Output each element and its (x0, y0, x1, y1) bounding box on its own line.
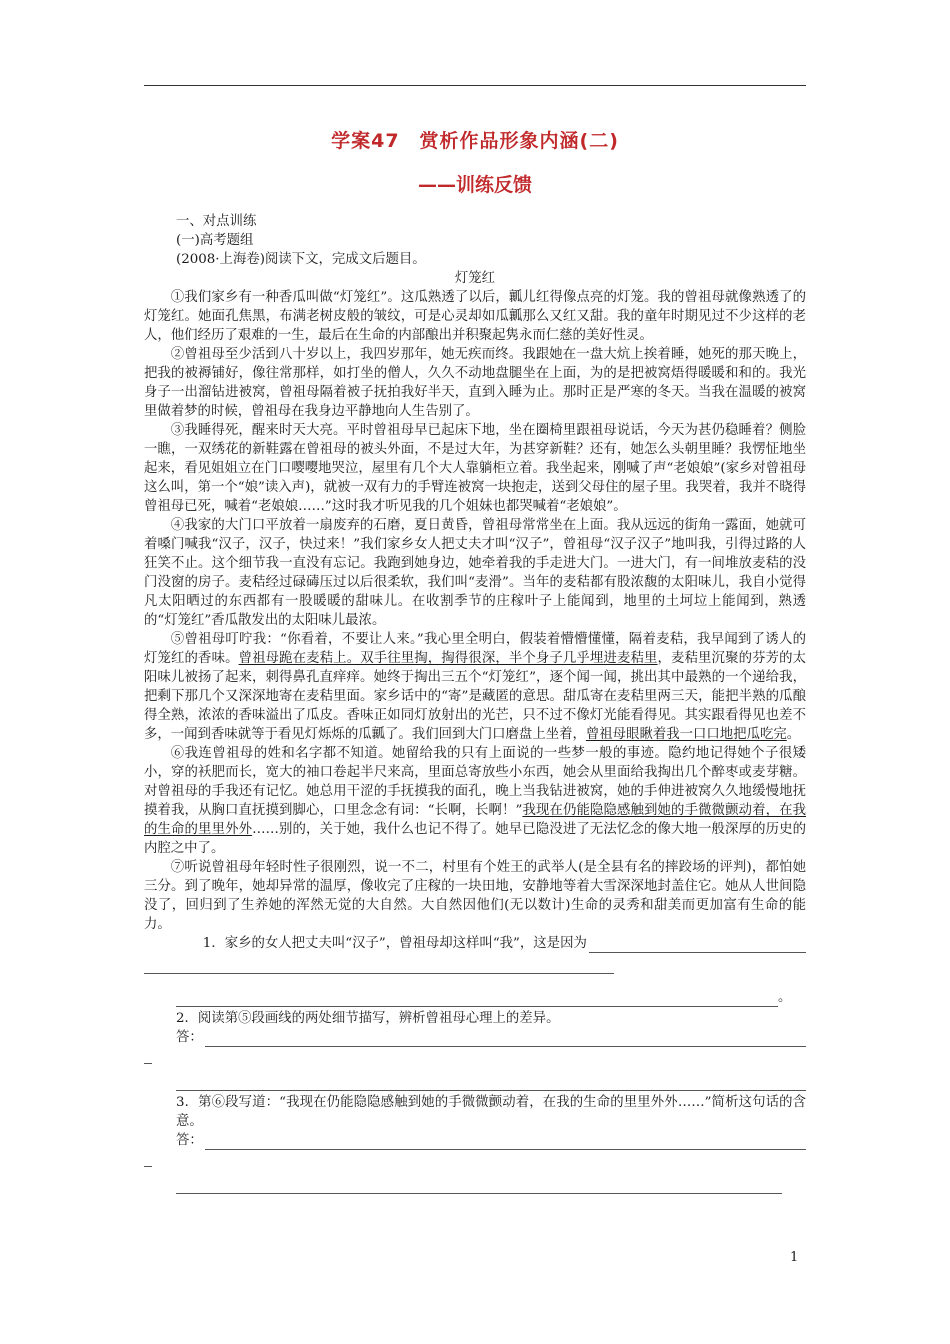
paragraph-7: ⑦听说曾祖母年轻时性子很刚烈，说一不二，村里有个姓王的武举人(是全县有名的摔跤场的评判)，都怕她三分。到了晚年，她却异常的温厚，像收完了庄稼的一块田地，安静地等着大雪深深地封盖住它。她从人世间隐没了，回归到了生养她的浑然无觉的大自然。大自然因他们(无以数计)生命的灵秀和甜美而更加富有生命的能力。 (144, 860, 806, 932)
question-2: 2．阅读第⑤段画线的两处细节描写，辨析曾祖母心理上的差异。 (176, 1011, 560, 1026)
paragraph-2: ②曾祖母至少活到八十岁以上，我四岁那年，她无疾而终。我跟她在一盘大炕上挨着睡，她死的那天晚上，把我的被褥铺好，像往常那样，如打坐的僧人，久久不动地盘腿坐在上面，为的是把被窝焐得暖暖和和的。我光身子一出溜钻进被窝，曾祖母隔着被子抚拍我好半天，直到入睡为止。那时正是严寒的冬天。当我在温暖的被窝里做着梦的时候，曾祖母在我身边平静地向人生告别了。 (144, 347, 806, 419)
question-3-answer-label: 答： (176, 1133, 203, 1148)
paragraph-6 (144, 744, 806, 858)
question-1-answer-row-2 (144, 988, 806, 1007)
paragraph-1: ①我们家乡有一种香瓜叫做“灯笼红”。这瓜熟透了以后，瓤儿红得像点亮的灯笼。我的曾祖母就像熟透了的灯笼红。她面孔焦黑，布满老树皮般的皱纹，可是心灵却如瓜瓤那么又红又甜。我的童年时期见过不少这样的老人，他们经历了艰难的一生，最后在生命的内部酿出并积聚起隽永而仁慈的美好性灵。 (144, 290, 806, 343)
question-2-dash (144, 1055, 152, 1064)
p6-text-b: ……别的，关于她，我什么也记不得了。她早已隐没进了无法忆念的像大地一般深厚的历史的内腔之中了。 (144, 822, 806, 856)
question-1 (144, 934, 806, 953)
question-3-answer-row (144, 1131, 806, 1150)
passage-title: 灯笼红 (454, 271, 496, 286)
question-2-answer-line-2[interactable] (176, 1076, 806, 1091)
question-1-answer-line-1[interactable] (144, 959, 614, 974)
question-1-blank[interactable] (589, 938, 806, 953)
group-heading: (一)高考题组 (176, 233, 254, 248)
paragraph-3: ③我睡得死，醒来时天大亮。平时曾祖母早已起床下地，坐在圈椅里跟祖母说话，今天为甚仍稳睡着？侧脸一瞧，一双绣花的新鞋露在曾祖母的被头外面，不是过大年，为甚穿新鞋？还有，她怎么头朝里睡？我愣怔地坐起来，看见姐姐立在门口嘤嘤地哭泣，屋里有几个大人靠躺柜立着。我坐起来，刚喊了声“老娘娘”(家乡对曾祖母这么叫，第一个“娘”读入声)，就被一双有力的手臂连被窝一块抱走，送到父母住的屋子里。我哭着，我并不晓得曾祖母已死，喊着“老娘娘……”这时我才听见我的几个姐妹也都哭喊着“老娘娘”。 (144, 423, 806, 514)
question-3-dash (144, 1158, 152, 1167)
document-body (144, 212, 806, 1194)
p5-text-a: ⑤曾祖母叮咛我：“你看着，不要让人来。”我心里全明白，假装着懵懵懂懂，隔着麦秸，我早闻到了诱人的灯笼红的香味。 (144, 632, 806, 666)
source-line: (2008·上海卷)阅读下文，完成文后题目。 (176, 252, 426, 267)
page-number: 1 (790, 1250, 799, 1265)
p5-underline-1: 曾祖母跪在麦秸上。双手往里掏，掏得很深，半个身子几乎埋进麦秸里 (238, 651, 658, 666)
question-1-answer-line-2[interactable] (176, 992, 778, 1007)
header-rule (144, 85, 806, 86)
p5-text-c: 。 (786, 727, 801, 742)
question-3-answer-line-2[interactable] (176, 1179, 782, 1194)
p5-text-b: ，麦秸里沉聚的芬芳的太阳味儿被扬了起来，刺得鼻孔直痒痒。她终于掏出三五个“灯笼红”，逐个闻一闻，挑出其中最熟的一个递给我，把剩下那几个又深深地寄在麦秸里面。家乡话中的“寄”是藏匿的意思。甜瓜寄在麦秸里两三天，能把半熟的瓜酿得全熟，浓浓的香味溢出了瓜皮。香味正如同灯放射出的光芒，只不过不像灯光能看得见。其实跟看得见也差不多，一闻到香味就等于看见灯烁烁的瓜瓤了。我们回到大门口磨盘上坐着， (144, 651, 807, 742)
question-3: 3．第⑥段写道：“我现在仍能隐隐感触到她的手微微颤动着，在我的生命的里里外外……”简析这句话的含意。 (176, 1095, 806, 1129)
question-2-answer-row (144, 1028, 806, 1047)
question-1-text: 1．家乡的女人把丈夫叫“汉子”，曾祖母却这样叫“我”，这是因为 (202, 936, 587, 951)
question-1-end-mark: 。 (778, 990, 792, 1005)
p5-underline-2: 曾祖母眼瞅着我一口口地把瓜吃完 (585, 727, 787, 742)
paragraph-5 (144, 630, 806, 744)
p6-text-a: ⑥我连曾祖母的姓和名字都不知道。她留给我的只有上面说的一些梦一般的事迹。隐约地记得她个子很矮小，穿的袄肥而长，宽大的袖口卷起半尺来高，里面总寄放些小东西，她会从里面给我掏出几个醉枣或麦芽糖。对曾祖母的手我还有记忆。她总用干涩的手抚摸我的面孔，晚上当我钻进被窝，她的手伸进被窝久久地缓慢地抚摸着我，从胸口直抚摸到脚心，口里念念有词：“长啊，长啊！” (144, 746, 806, 818)
question-2-answer-label: 答： (176, 1030, 203, 1045)
p6-underline: 我现在仍能隐隐感触到她的手微微颤动着，在我的生命的里里外外 (144, 803, 806, 837)
page-title: 学案47 赏析作品形象内涵(二) (331, 130, 619, 152)
section-heading: 一、对点训练 (176, 214, 257, 229)
paragraph-4: ④我家的大门口平放着一扇废弃的石磨，夏日黄昏，曾祖母常常坐在上面。我从远远的街角一露面，她就可着嗓门喊我“汉子，汉子，快过来！”我们家乡女人把丈夫才叫“汉子”，曾祖母“汉子汉子”地叫我，引得过路的人狂笑不止。这个细节我一直没有忘记。我跑到她身边，她牵着我的手走进大门。一进大门，有一间堆放麦秸的没门没窗的房子。麦秸经过碌碡压过以后很柔软，我们叫“麦滑”。当年的麦秸都有股浓馥的太阳味儿，我自小觉得凡太阳晒过的东西都有一股暖暖的甜味儿。在收割季节的庄稼叶子上能闻到，地里的土坷垃上能闻到，熟透的“灯笼红”香瓜散发出的太阳味儿最浓。 (144, 518, 806, 628)
page-subtitle: ——训练反馈 (417, 174, 532, 196)
question-2-answer-line-1[interactable] (205, 1032, 806, 1047)
question-3-answer-line-1[interactable] (205, 1135, 806, 1150)
